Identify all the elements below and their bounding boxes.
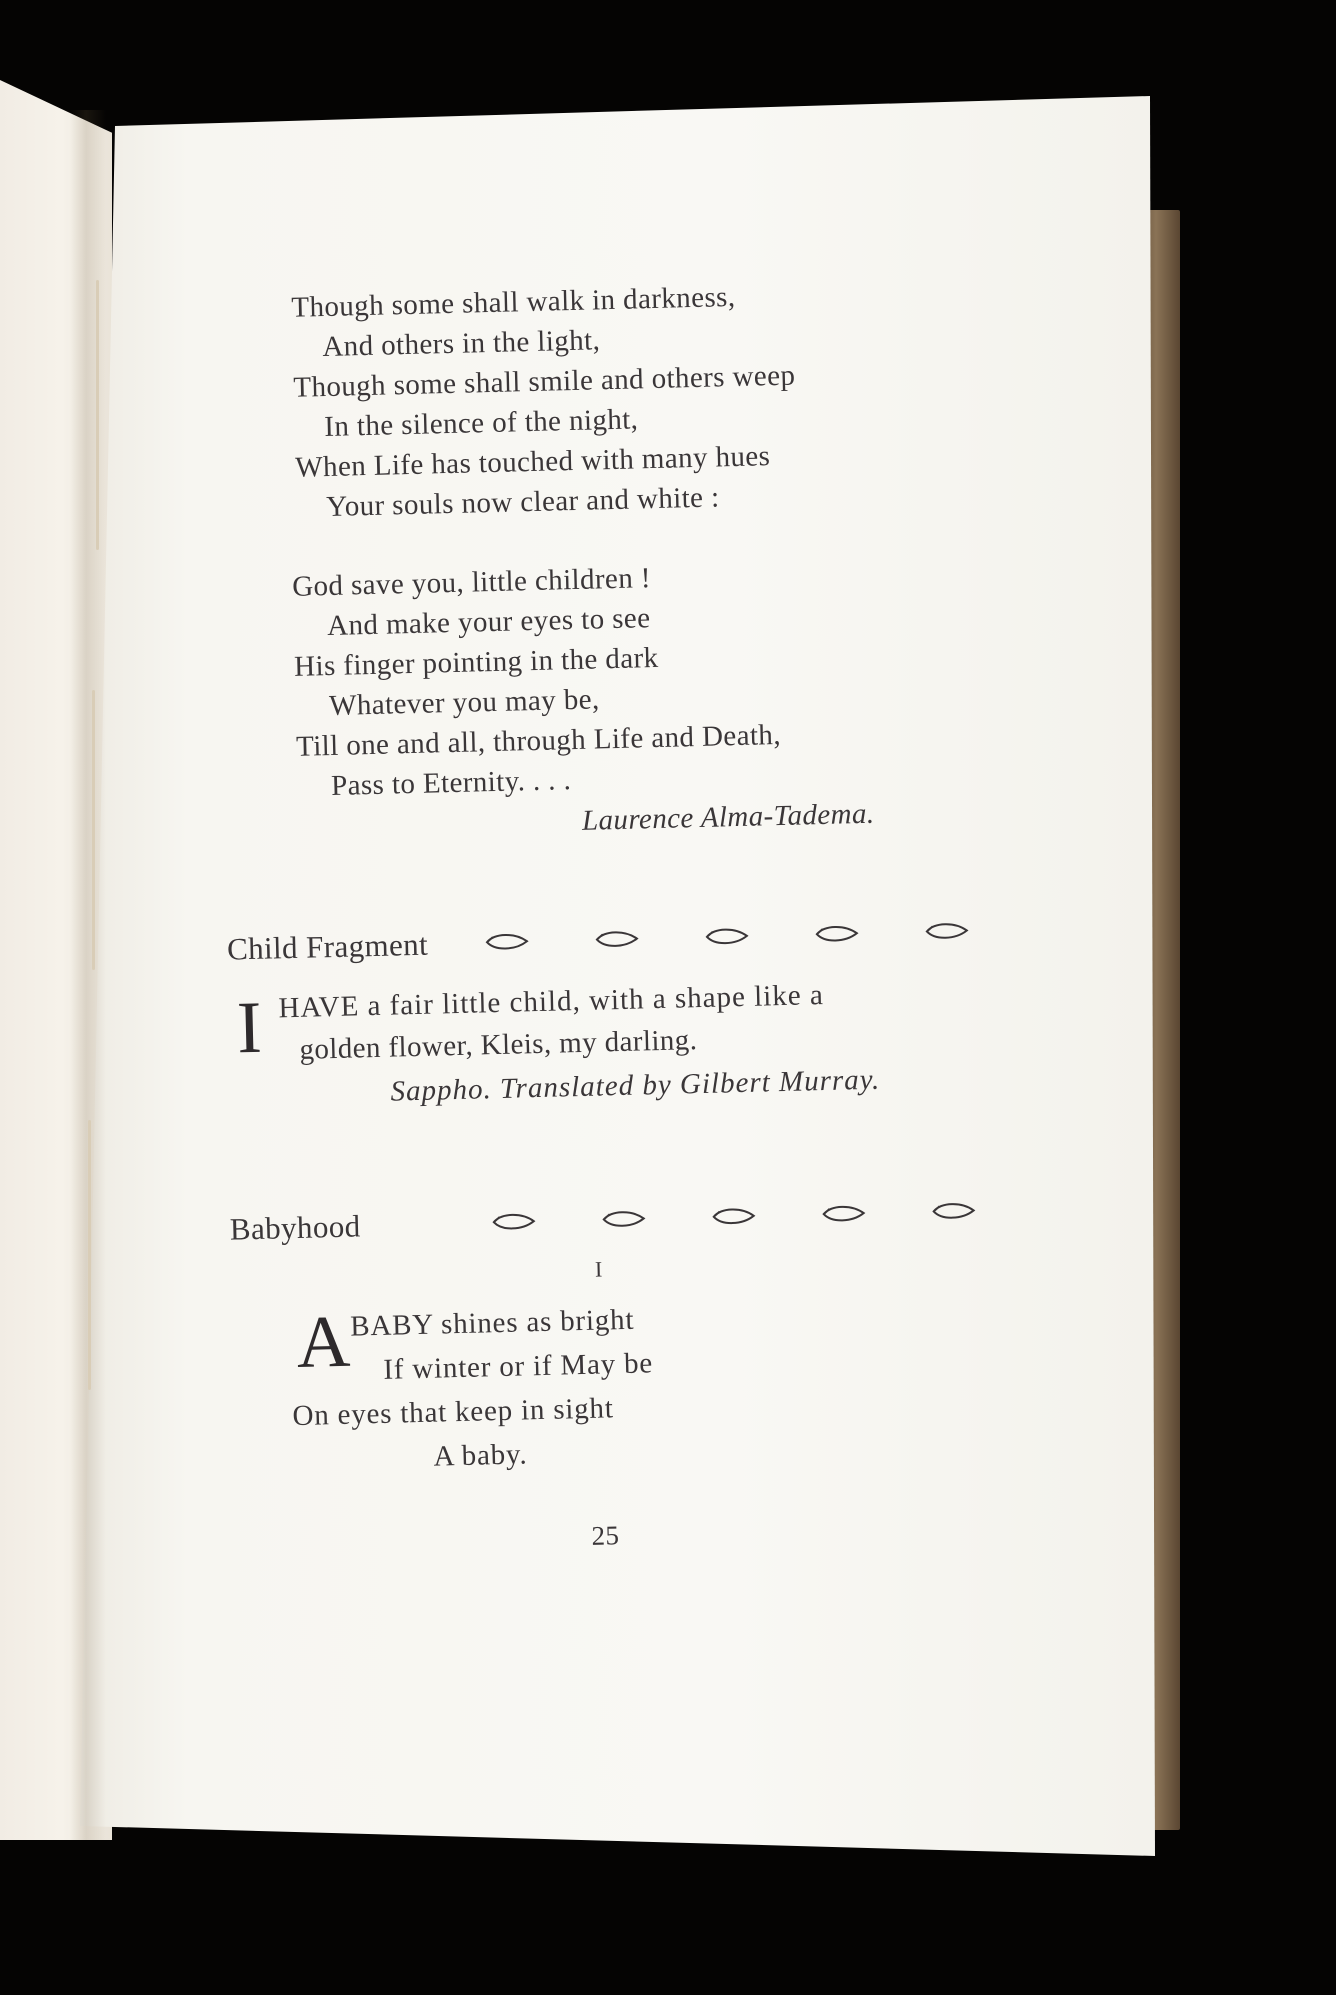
leaf-ornament-icon <box>485 930 530 953</box>
poem-line: Whatever you may be, <box>328 683 600 722</box>
leaf-ornament-icon <box>705 925 750 948</box>
leaf-ornament-icon <box>602 1207 647 1230</box>
leaf-ornament-icon <box>595 928 640 951</box>
fragment-line: golden flower, Kleis, my darling. <box>299 1024 698 1066</box>
leaf-ornament-icon <box>815 922 860 945</box>
poem-line: In the silence of the night, <box>323 403 639 444</box>
poem-line: Though some shall smile and others weep <box>292 359 796 404</box>
leaf-ornament-icon <box>925 919 970 942</box>
poem-line: If winter or if May be <box>382 1347 654 1386</box>
leaf-ornament-icon <box>821 1202 866 1225</box>
fragment-attribution: Sappho. Translated by Gilbert Murray. <box>390 1063 881 1108</box>
poem-line: Till one and all, through Life and Death, <box>295 718 782 763</box>
poem-line: Pass to Eternity. . . . <box>330 764 572 802</box>
leaf-ornament-icon <box>492 1210 537 1233</box>
poem-line: BABY shines as bright <box>349 1303 635 1343</box>
poem-line: A baby. <box>433 1438 528 1473</box>
leaf-ornament-icon <box>931 1199 976 1222</box>
poem-line: God save you, little children ! <box>291 562 652 603</box>
poem-line: Your souls now clear and white : <box>325 481 720 524</box>
drop-cap: A <box>295 1300 352 1384</box>
poem-line: And others in the light, <box>321 324 601 364</box>
poem-attribution: Laurence Alma-Tadema. <box>581 797 875 837</box>
section-number: I <box>594 1256 604 1282</box>
section-title-child-fragment: Child Fragment <box>226 926 429 967</box>
fragment-line: HAVE a fair little child, with a shape like a <box>278 979 825 1025</box>
poem-line: On eyes that keep in sight <box>292 1392 615 1433</box>
section-title-babyhood: Babyhood <box>229 1208 361 1247</box>
drop-cap: I <box>235 986 263 1070</box>
poem-line: And make your eyes to see <box>326 602 651 643</box>
page-number: 25 <box>591 1520 620 1551</box>
leaf-ornament-icon <box>711 1205 756 1228</box>
poem-line: Though some shall walk in darkness, <box>291 280 736 324</box>
poem-line: His finger pointing in the dark <box>293 641 659 683</box>
poem-line: When Life has touched with many hues <box>294 440 771 484</box>
